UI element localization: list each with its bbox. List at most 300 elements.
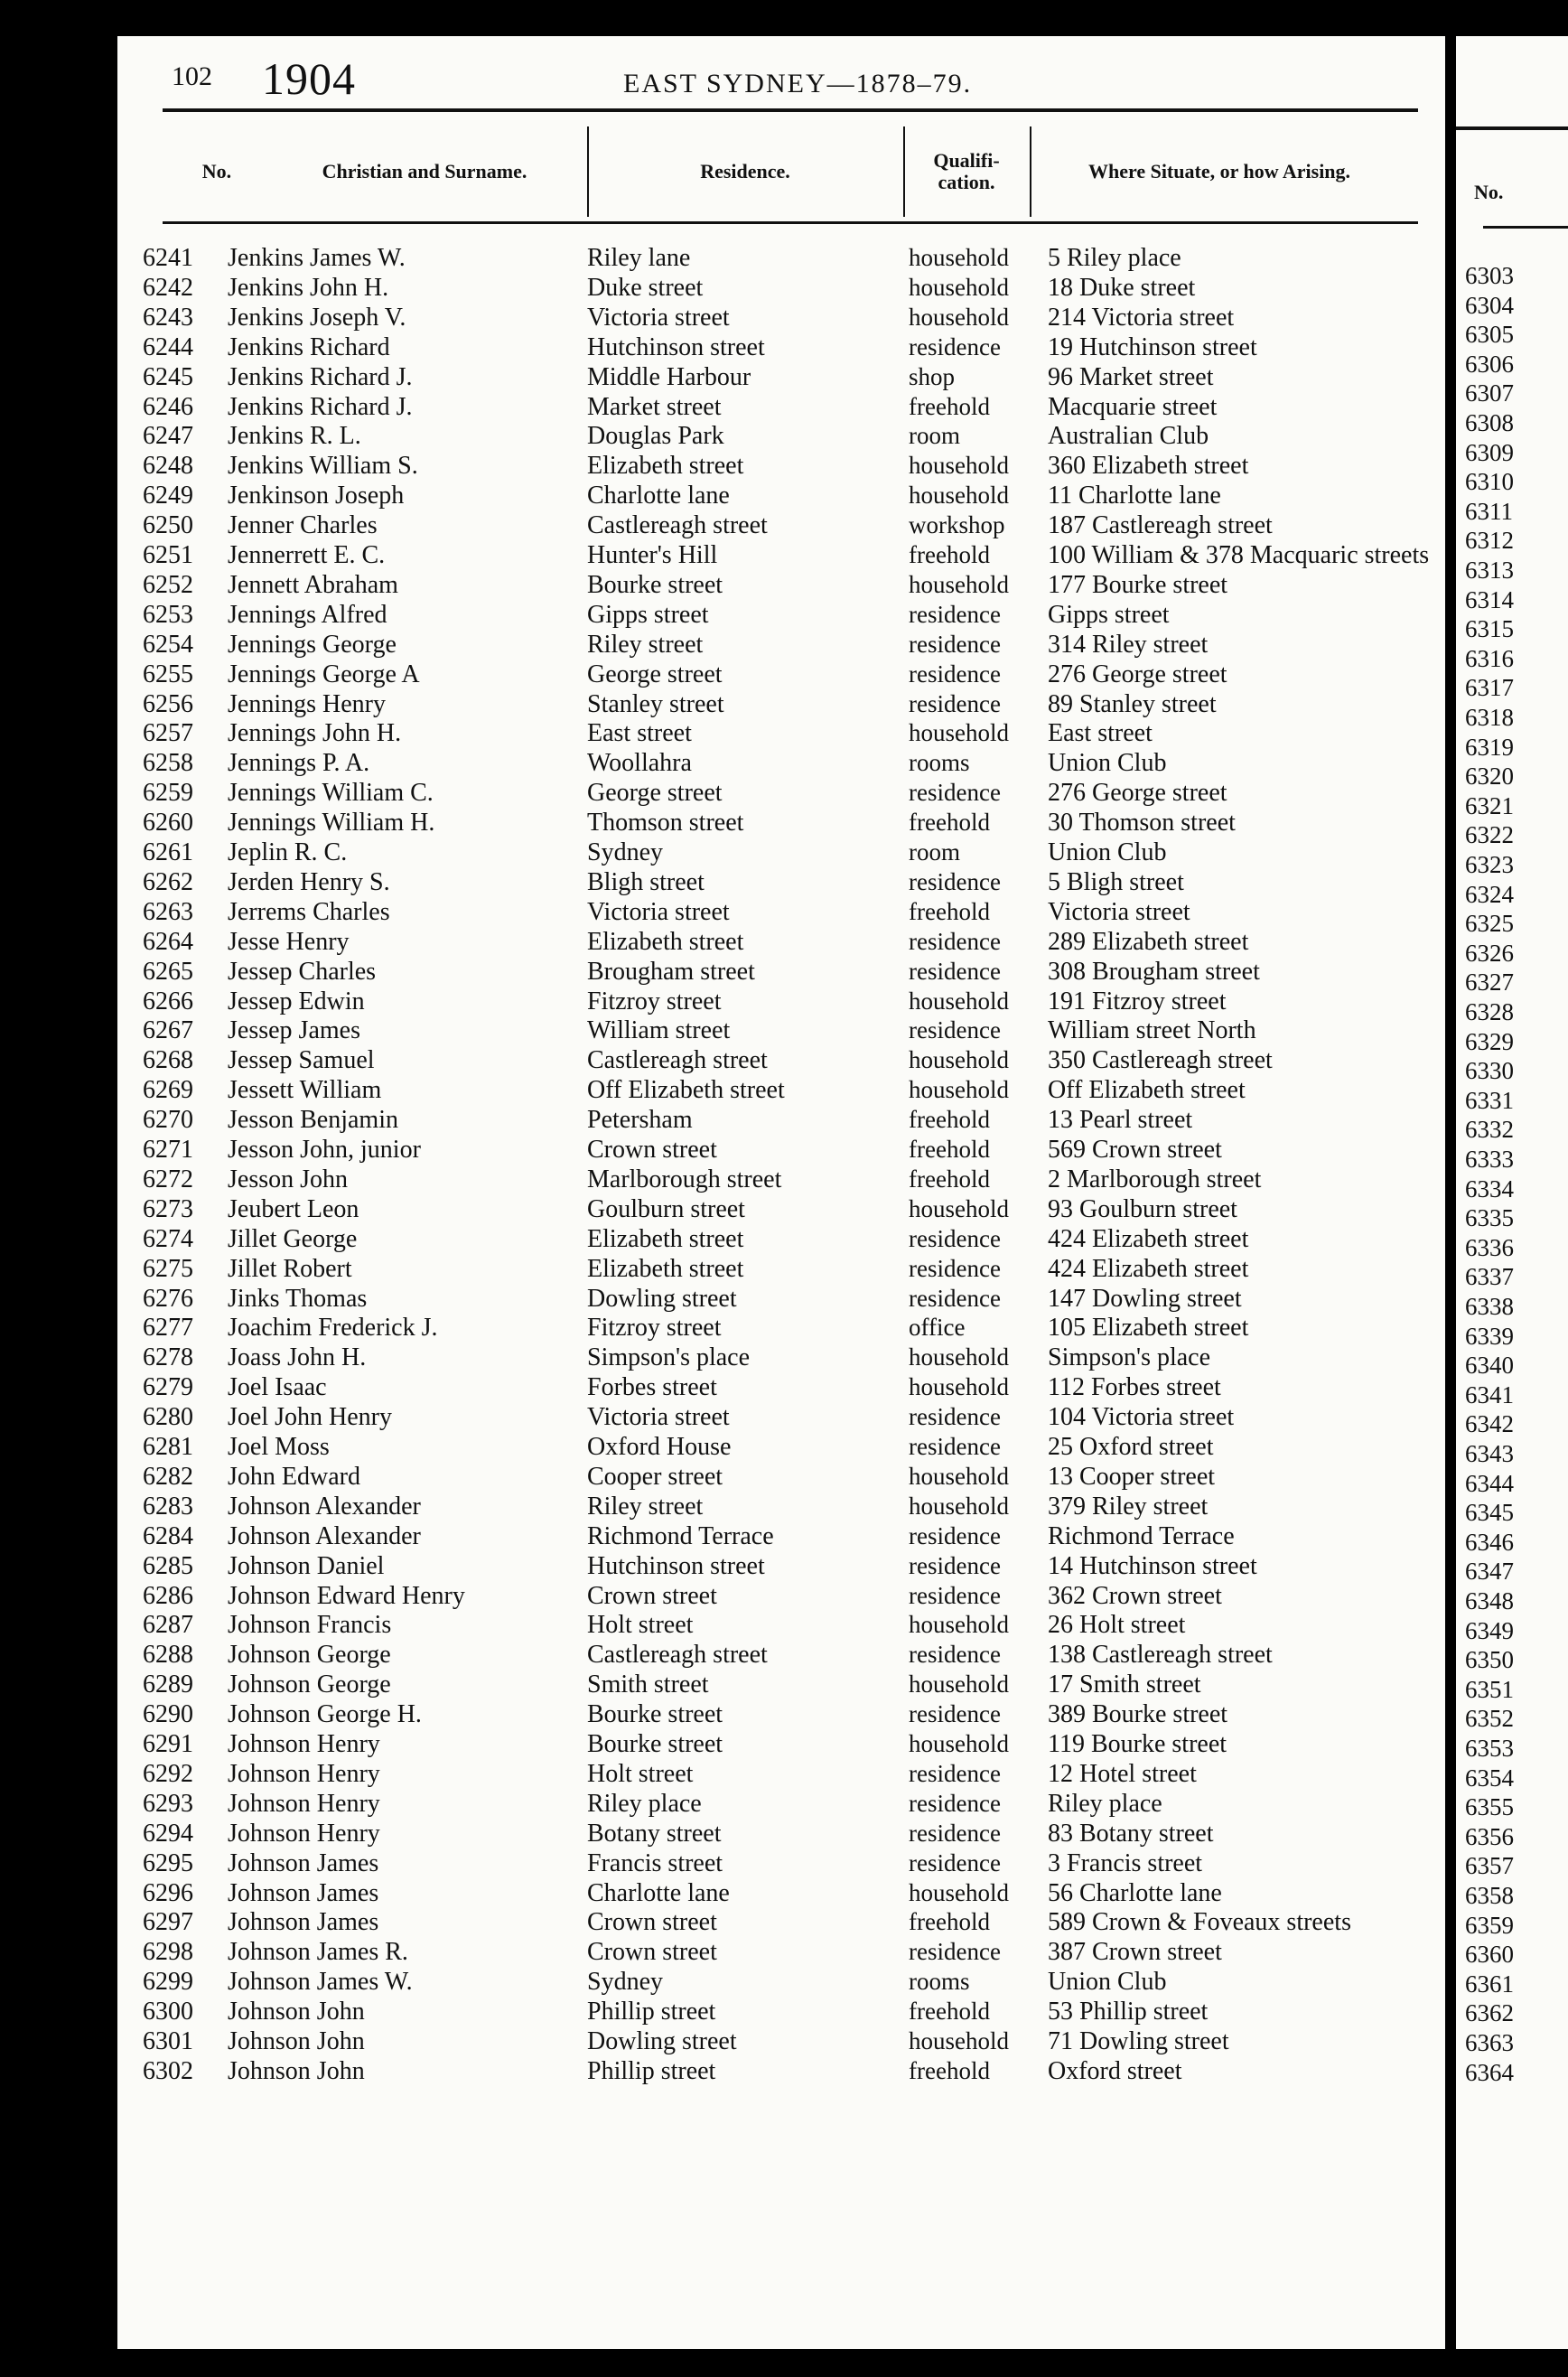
table-row	[117, 779, 1445, 808]
entry-where: Australian Club	[1048, 422, 1209, 451]
next-page-entry-number: 6330	[1465, 1057, 1514, 1085]
entry-number: 6256	[143, 689, 193, 718]
entry-name: Johnson Henry	[228, 1789, 380, 1818]
entry-residence: Charlotte lane	[587, 482, 730, 510]
next-page-entry-number: 6361	[1465, 1970, 1514, 1998]
entry-where: 276 George street	[1048, 779, 1227, 808]
entry-number: 6274	[143, 1224, 193, 1253]
col-header-residence: Residence.	[700, 159, 790, 182]
table-row	[117, 1582, 1445, 1611]
table-row	[117, 541, 1445, 570]
table-row	[117, 958, 1445, 987]
entry-qualification: residence	[909, 600, 1001, 628]
entry-where: 350 Castlereagh street	[1048, 1046, 1273, 1075]
next-page-entry-number: 6315	[1465, 615, 1514, 643]
entry-qualification: household	[909, 1194, 1009, 1222]
entry-number: 6298	[143, 1938, 193, 1967]
entry-qualification: room	[909, 422, 960, 450]
entry-qualification: freehold	[909, 897, 990, 925]
entry-name: Jerden Henry S.	[228, 867, 390, 896]
entry-name: Jenkins William S.	[228, 452, 418, 481]
entry-name: Joel Moss	[228, 1433, 330, 1461]
next-page-entry-number: 6336	[1465, 1233, 1514, 1261]
entry-where: 96 Market street	[1048, 362, 1214, 391]
entry-where: Victoria street	[1048, 897, 1190, 926]
entry-name: Jennings William C.	[228, 779, 434, 808]
table-row	[117, 719, 1445, 748]
entry-name: Jesson Benjamin	[228, 1106, 398, 1135]
entry-number: 6264	[143, 927, 193, 956]
entry-name: Jessep Edwin	[228, 987, 365, 1015]
entry-where: 53 Phillip street	[1048, 1998, 1209, 2026]
entry-where: Riley place	[1048, 1789, 1162, 1818]
next-page-entry-number: 6328	[1465, 998, 1514, 1025]
page-number: 102	[172, 61, 212, 91]
table-row	[117, 660, 1445, 689]
entry-residence: Elizabeth street	[587, 452, 744, 481]
table-row	[117, 1076, 1445, 1105]
next-page-entry-number: 6364	[1465, 2058, 1514, 2086]
entry-where: 424 Elizabeth street	[1048, 1224, 1249, 1253]
entry-residence: George street	[587, 779, 723, 808]
entry-residence: Brougham street	[587, 957, 755, 986]
entry-residence: Dowling street	[587, 2027, 737, 2055]
col-header-where: Where Situate, or how Arising.	[1087, 159, 1351, 182]
entry-where: 387 Crown street	[1048, 1938, 1222, 1967]
next-page-entry-number: 6355	[1465, 1793, 1514, 1821]
entry-residence: Victoria street	[587, 1403, 730, 1432]
entry-qualification: household	[909, 2027, 1009, 2054]
next-page-entry-number: 6313	[1465, 557, 1514, 584]
entry-number: 6266	[143, 987, 193, 1015]
entry-where: 100 William & 378 Macquaric streets	[1048, 541, 1430, 569]
entry-number: 6292	[143, 1759, 193, 1788]
entry-qualification: residence	[909, 689, 1001, 717]
entry-qualification: residence	[909, 1641, 1001, 1669]
entry-where: 589 Crown & Foveaux streets	[1048, 1908, 1351, 1937]
entry-where: 147 Dowling street	[1048, 1284, 1242, 1313]
entry-residence: Hunter's Hill	[587, 541, 718, 569]
entry-qualification: residence	[909, 779, 1001, 807]
entry-residence: Castlereagh street	[587, 1046, 768, 1075]
table-row	[117, 809, 1445, 838]
entry-qualification: workshop	[909, 511, 1005, 539]
entry-number: 6277	[143, 1314, 193, 1343]
entry-name: Johnson John	[228, 1998, 365, 2026]
table-row	[117, 452, 1445, 481]
entry-qualification: residence	[909, 1521, 1001, 1549]
header-top-rule	[163, 108, 1418, 112]
entry-qualification: freehold	[909, 392, 990, 420]
entry-name: Jessep James	[228, 1016, 360, 1045]
header-bottom-rule	[163, 221, 1418, 224]
entry-number: 6247	[143, 422, 193, 451]
table-row	[117, 1879, 1445, 1908]
table-row	[117, 1255, 1445, 1284]
entry-residence: Fitzroy street	[587, 987, 722, 1015]
entry-qualification: residence	[909, 630, 1001, 658]
next-page-entry-number: 6308	[1465, 409, 1514, 436]
entry-number: 6242	[143, 273, 193, 302]
next-page-entry-number: 6352	[1465, 1705, 1514, 1733]
next-page-entry-number: 6321	[1465, 791, 1514, 819]
entry-residence: Crown street	[587, 1581, 717, 1610]
entry-qualification: residence	[909, 867, 1001, 895]
entry-residence: Petersham	[587, 1106, 693, 1135]
entry-qualification: freehold	[909, 1998, 990, 2026]
next-page-entry-number: 6327	[1465, 969, 1514, 997]
entry-where: 2 Marlborough street	[1048, 1165, 1262, 1193]
entry-qualification: household	[909, 1878, 1009, 1906]
table-row	[117, 631, 1445, 660]
next-page-entry-number: 6354	[1465, 1764, 1514, 1792]
entry-where: 105 Elizabeth street	[1048, 1314, 1249, 1343]
entry-qualification: household	[909, 1076, 1009, 1104]
table-row	[117, 1700, 1445, 1729]
entry-name: Jessett William	[228, 1076, 382, 1105]
entry-where: 3 Francis street	[1048, 1848, 1203, 1877]
entry-residence: Marlborough street	[587, 1165, 782, 1193]
table-row	[117, 1938, 1445, 1967]
entry-number: 6267	[143, 1016, 193, 1045]
entry-residence: Victoria street	[587, 897, 730, 926]
next-page-entry-number: 6339	[1465, 1322, 1514, 1350]
table-row	[117, 1136, 1445, 1165]
entry-number: 6241	[143, 244, 193, 272]
entry-name: Johnson Henry	[228, 1730, 380, 1758]
next-page-entry-number: 6335	[1465, 1204, 1514, 1232]
next-page-entry-number: 6357	[1465, 1852, 1514, 1880]
next-page-entry-number: 6362	[1465, 1999, 1514, 2027]
entry-where: Macquarie street	[1048, 392, 1218, 421]
entry-residence: Oxford House	[587, 1433, 732, 1461]
table-row	[117, 838, 1445, 867]
entry-number: 6253	[143, 600, 193, 629]
entry-number: 6286	[143, 1581, 193, 1610]
entry-residence: Elizabeth street	[587, 1254, 744, 1283]
entry-qualification: freehold	[909, 1136, 990, 1163]
next-page-entry-number: 6324	[1465, 880, 1514, 908]
entry-residence: Bourke street	[587, 570, 723, 599]
next-page-entry-number: 6341	[1465, 1380, 1514, 1408]
entry-number: 6294	[143, 1819, 193, 1848]
entry-residence: Crown street	[587, 1938, 717, 1967]
next-page-entry-number: 6304	[1465, 291, 1514, 319]
next-page-entry-number: 6360	[1465, 1941, 1514, 1969]
entry-residence: Crown street	[587, 1136, 717, 1164]
entry-number: 6300	[143, 1998, 193, 2026]
entry-number: 6301	[143, 2027, 193, 2055]
table-row	[117, 1522, 1445, 1551]
entry-qualification: household	[909, 1343, 1009, 1371]
entry-residence: Douglas Park	[587, 422, 724, 451]
entry-qualification: residence	[909, 1789, 1001, 1817]
entry-residence: Fitzroy street	[587, 1314, 722, 1343]
table-row	[117, 1433, 1445, 1462]
entry-name: Jessep Charles	[228, 957, 377, 986]
entry-residence: Holt street	[587, 1759, 694, 1788]
entry-qualification: household	[909, 719, 1009, 747]
entry-where: 569 Crown street	[1048, 1136, 1222, 1164]
entry-name: Joass John H.	[228, 1343, 367, 1372]
entry-where: 71 Dowling street	[1048, 2027, 1229, 2055]
entry-residence: Charlotte lane	[587, 1878, 730, 1907]
entry-number: 6299	[143, 1968, 193, 1997]
table-row	[117, 1820, 1445, 1848]
entry-number: 6288	[143, 1641, 193, 1670]
entry-number: 6285	[143, 1551, 193, 1580]
entry-name: Jenkins Joseph V.	[228, 303, 406, 332]
entry-residence: Bourke street	[587, 1730, 723, 1758]
entry-qualification: residence	[909, 1016, 1001, 1044]
next-page-entry-number: 6342	[1465, 1410, 1514, 1438]
table-row	[117, 1314, 1445, 1343]
entry-name: Johnson John	[228, 2027, 365, 2055]
entry-number: 6271	[143, 1136, 193, 1164]
entry-number: 6302	[143, 2056, 193, 2085]
entry-number: 6245	[143, 362, 193, 391]
table-row	[117, 1343, 1445, 1372]
entry-name: Jennings P. A.	[228, 749, 370, 778]
entry-qualification: residence	[909, 1759, 1001, 1787]
entry-number: 6259	[143, 779, 193, 808]
entry-qualification: residence	[909, 1284, 1001, 1312]
page-header	[117, 52, 1445, 116]
register-page	[117, 36, 1445, 2349]
entry-number: 6276	[143, 1284, 193, 1313]
next-page-entry-number: 6340	[1465, 1352, 1514, 1380]
entry-name: Jessep Samuel	[228, 1046, 375, 1075]
table-row	[117, 1016, 1445, 1045]
entry-qualification: residence	[909, 1551, 1001, 1579]
table-row	[117, 1760, 1445, 1789]
header-top-rule	[1456, 126, 1568, 130]
entry-where: Union Club	[1048, 1968, 1167, 1997]
entry-name: Jenkins R. L.	[228, 422, 361, 451]
entry-qualification: household	[909, 303, 1009, 331]
table-row	[117, 304, 1445, 332]
next-page-entry-number: 6316	[1465, 644, 1514, 672]
entry-qualification: household	[909, 1670, 1009, 1699]
table-row	[117, 1849, 1445, 1878]
entry-qualification: household	[909, 987, 1009, 1015]
table-row	[117, 1998, 1445, 2026]
entry-where: 14 Hutchinson street	[1048, 1551, 1257, 1580]
entry-residence: Crown street	[587, 1908, 717, 1937]
entry-residence: Cooper street	[587, 1462, 723, 1491]
entry-qualification: office	[909, 1314, 966, 1342]
next-page-entry-number: 6345	[1465, 1499, 1514, 1527]
entry-name: Jenner Charles	[228, 511, 378, 540]
entry-where: 308 Brougham street	[1048, 957, 1260, 986]
table-row	[117, 1165, 1445, 1194]
entry-number: 6249	[143, 482, 193, 510]
table-row	[117, 601, 1445, 630]
entry-name: Jesson John, junior	[228, 1136, 421, 1164]
table-row	[117, 1225, 1445, 1254]
entry-residence: Woollahra	[587, 749, 692, 778]
entry-number: 6275	[143, 1254, 193, 1283]
entry-where: 138 Castlereagh street	[1048, 1641, 1273, 1670]
entry-name: Johnson Daniel	[228, 1551, 385, 1580]
next-page-entry-number: 6348	[1465, 1587, 1514, 1614]
next-page-entry-number: 6334	[1465, 1174, 1514, 1203]
entry-qualification: residence	[909, 1848, 1001, 1876]
entry-name: Jesse Henry	[228, 927, 350, 956]
next-page-fragment	[1456, 36, 1568, 2349]
entry-qualification: household	[909, 273, 1009, 301]
next-page-entry-number: 6353	[1465, 1735, 1514, 1762]
table-row	[117, 749, 1445, 778]
entry-qualification: residence	[909, 1433, 1001, 1460]
next-page-entry-number: 6326	[1465, 939, 1514, 967]
entry-number: 6252	[143, 570, 193, 599]
next-page-entry-number: 6333	[1465, 1146, 1514, 1173]
entry-name: Johnson John	[228, 2056, 365, 2085]
entry-number: 6248	[143, 452, 193, 481]
entry-qualification: room	[909, 838, 960, 866]
entry-residence: Riley street	[587, 1492, 704, 1521]
entry-residence: George street	[587, 660, 723, 688]
next-page-entry-number: 6312	[1465, 527, 1514, 555]
table-row	[117, 1670, 1445, 1699]
entry-name: Joachim Frederick J.	[228, 1314, 438, 1343]
next-page-entry-number: 6363	[1465, 2029, 1514, 2056]
entry-residence: Thomson street	[587, 809, 744, 838]
entry-number: 6258	[143, 749, 193, 778]
table-row	[117, 1641, 1445, 1670]
table-row	[117, 1373, 1445, 1402]
table-row	[117, 1790, 1445, 1819]
entry-residence: Riley lane	[587, 244, 691, 272]
next-page-entry-number: 6344	[1465, 1469, 1514, 1497]
entry-where: Oxford street	[1048, 2056, 1182, 2085]
entry-number: 6263	[143, 897, 193, 926]
entry-qualification: household	[909, 1730, 1009, 1757]
entry-name: Jenkins Richard J.	[228, 362, 413, 391]
entry-name: Johnson Henry	[228, 1759, 380, 1788]
table-row	[117, 2027, 1445, 2056]
entry-residence: Forbes street	[587, 1373, 717, 1402]
table-row	[117, 482, 1445, 510]
entry-number: 6250	[143, 511, 193, 540]
entry-name: Jennings George A	[228, 660, 420, 688]
entry-residence: Bligh street	[587, 867, 705, 896]
entry-qualification: household	[909, 452, 1009, 480]
entry-name: Johnson James W.	[228, 1968, 413, 1997]
table-row	[117, 274, 1445, 303]
col-header-qualification: Qualifi- cation.	[933, 148, 1000, 193]
next-page-entry-number: 6358	[1465, 1882, 1514, 1909]
table-row	[117, 1285, 1445, 1314]
next-page-entry-number: 6337	[1465, 1263, 1514, 1291]
entry-qualification: residence	[909, 1224, 1001, 1252]
next-page-entry-number: 6338	[1465, 1293, 1514, 1320]
entry-qualification: freehold	[909, 541, 990, 568]
next-page-entry-number: 6306	[1465, 350, 1514, 378]
entry-number: 6284	[143, 1521, 193, 1550]
entry-residence: Stanley street	[587, 689, 724, 718]
next-page-entry-number: 6356	[1465, 1822, 1514, 1850]
entry-where: 13 Pearl street	[1048, 1106, 1193, 1135]
next-page-entry-number: 6305	[1465, 321, 1514, 349]
entry-number: 6270	[143, 1106, 193, 1135]
entry-number: 6272	[143, 1165, 193, 1193]
entry-residence: Market street	[587, 392, 722, 421]
entry-name: Johnson James R.	[228, 1938, 408, 1967]
entry-number: 6244	[143, 332, 193, 361]
entry-number: 6260	[143, 809, 193, 838]
next-page-entry-number: 6314	[1465, 585, 1514, 613]
entry-qualification: residence	[909, 1581, 1001, 1609]
entry-number: 6291	[143, 1730, 193, 1758]
table-row	[117, 363, 1445, 392]
entry-where: 5 Bligh street	[1048, 867, 1184, 896]
entry-where: 314 Riley street	[1048, 630, 1209, 659]
entry-name: Johnson Francis	[228, 1611, 392, 1640]
entry-where: 83 Botany street	[1048, 1819, 1214, 1848]
entry-residence: Victoria street	[587, 303, 730, 332]
entry-where: 360 Elizabeth street	[1048, 452, 1249, 481]
entry-where: 379 Riley street	[1048, 1492, 1209, 1521]
entry-residence: Gipps street	[587, 600, 709, 629]
entry-where: 424 Elizabeth street	[1048, 1254, 1249, 1283]
next-page-entry-number: 6343	[1465, 1440, 1514, 1467]
next-page-entry-number: 6347	[1465, 1558, 1514, 1586]
entry-where: Off Elizabeth street	[1048, 1076, 1246, 1105]
table-row	[117, 244, 1445, 273]
entry-where: 119 Bourke street	[1048, 1730, 1227, 1758]
table-row	[117, 1403, 1445, 1432]
entry-residence: Riley street	[587, 630, 704, 659]
entry-name: Jenkinson Joseph	[228, 482, 405, 510]
entry-where: Gipps street	[1048, 600, 1170, 629]
table-row	[117, 898, 1445, 927]
entry-residence: Smith street	[587, 1670, 709, 1699]
entry-number: 6257	[143, 719, 193, 748]
entry-name: Johnson George	[228, 1670, 391, 1699]
col-header-no: No.	[1474, 181, 1504, 203]
entry-number: 6261	[143, 838, 193, 866]
entry-where: 289 Elizabeth street	[1048, 927, 1249, 956]
next-page-entry-number: 6332	[1465, 1116, 1514, 1144]
entry-residence: Holt street	[587, 1611, 694, 1640]
entry-name: Jennett Abraham	[228, 570, 398, 599]
entry-name: Johnson Edward Henry	[228, 1581, 465, 1610]
entry-where: 362 Crown street	[1048, 1581, 1222, 1610]
entry-name: Jennings George	[228, 630, 397, 659]
entry-residence: East street	[587, 719, 692, 748]
entry-qualification: residence	[909, 1700, 1001, 1728]
entry-number: 6287	[143, 1611, 193, 1640]
entry-qualification: residence	[909, 332, 1001, 360]
entry-name: John Edward	[228, 1462, 360, 1491]
entry-name: Joel Isaac	[228, 1373, 327, 1402]
entry-name: Jillet George	[228, 1224, 358, 1253]
entry-name: Johnson Alexander	[228, 1521, 421, 1550]
entry-number: 6273	[143, 1194, 193, 1223]
next-page-entry-number: 6351	[1465, 1675, 1514, 1703]
entry-name: Joel John Henry	[228, 1403, 392, 1432]
entry-number: 6268	[143, 1046, 193, 1075]
entry-qualification: freehold	[909, 2056, 990, 2084]
table-row	[117, 1106, 1445, 1135]
entry-number: 6269	[143, 1076, 193, 1105]
entry-qualification: freehold	[909, 809, 990, 837]
entry-qualification: freehold	[909, 1165, 990, 1193]
entry-residence: Francis street	[587, 1848, 723, 1877]
entry-qualification: residence	[909, 660, 1001, 688]
